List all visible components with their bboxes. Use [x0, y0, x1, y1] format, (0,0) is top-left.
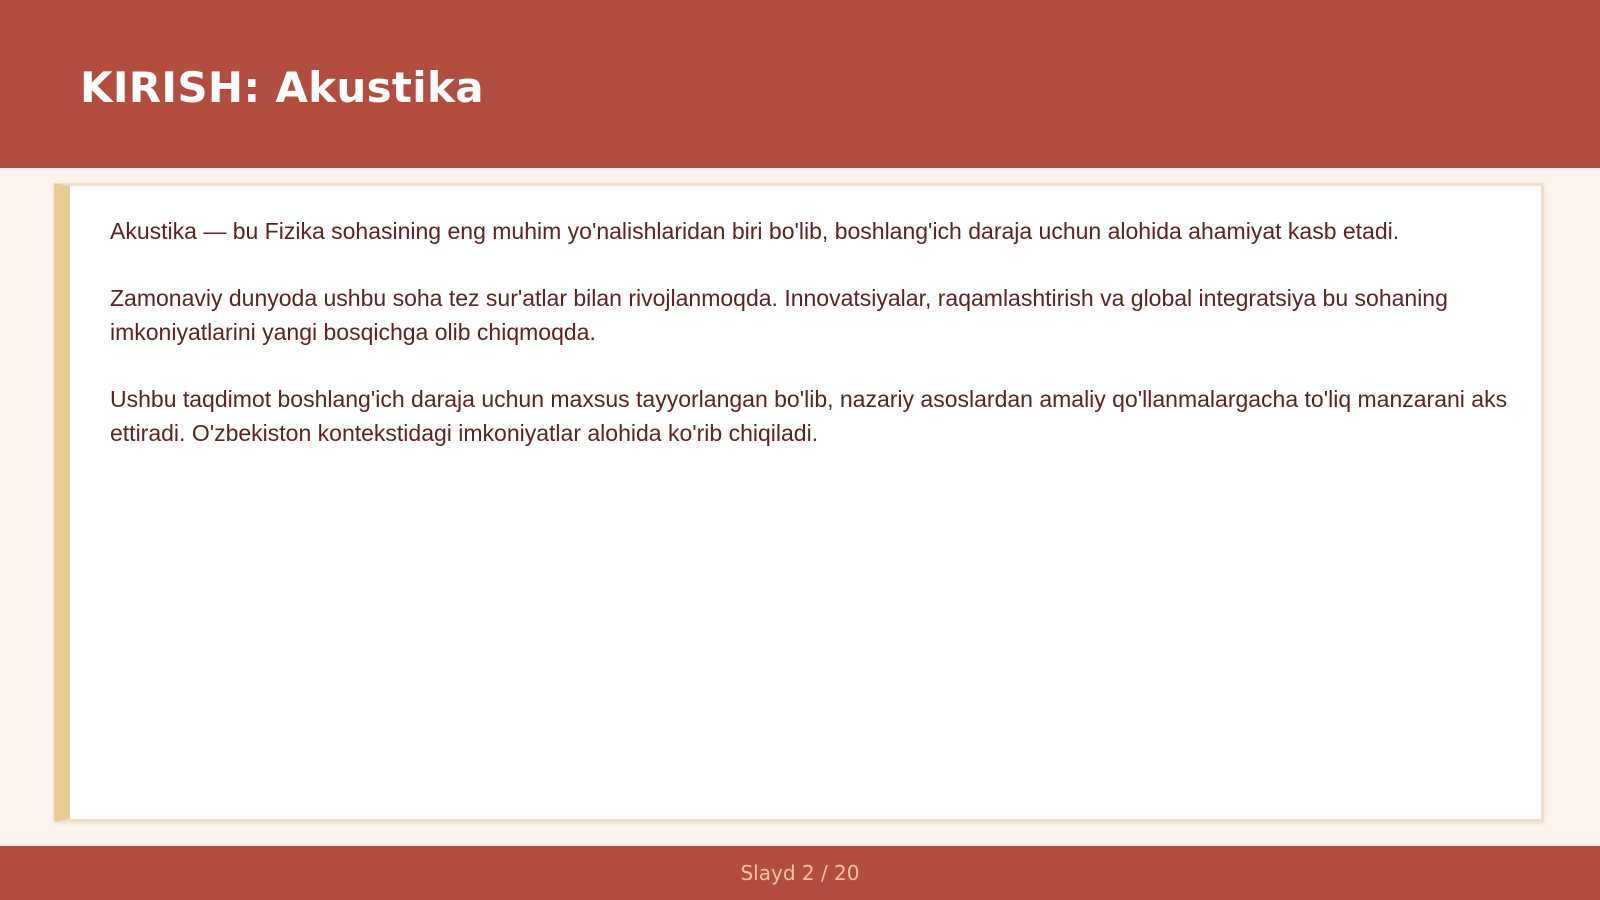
paragraph-presentation-scope: Ushbu taqdimot boshlang'ich daraja uchun maxsus tayyorlangan bo'lib, nazariy asoslardan amaliy qo'llanmalargacha to'liq manzarani aks ettiradi. O'zbekiston kontekstidagi imkoniyatlar alohida ko'rib chiqiladi.: [110, 386, 1508, 446]
slide-footer: [0, 846, 1600, 900]
slide-title: KIRISH: Akustika: [80, 63, 484, 112]
paragraph-intro: Akustika — bu Fizika sohasining eng muhim yo'nalishlaridan biri bo'lib, boshlang'ich daraja uchun alohida ahamiyat kasb etadi.: [110, 218, 1400, 244]
paragraph-modern-world: Zamonaviy dunyoda ushbu soha tez sur'atlar bilan rivojlanmoqda. Innovatsiyalar, raqamlashtirish va global integratsiya bu sohaning imkoniyatlarini yangi bosqichga olib chiqmoqda.: [110, 285, 1448, 345]
slide-counter: Slayd 2 / 20: [740, 861, 860, 885]
content-card: [54, 183, 1544, 822]
slide-header: [0, 0, 1600, 168]
content-body: [110, 214, 1510, 483]
